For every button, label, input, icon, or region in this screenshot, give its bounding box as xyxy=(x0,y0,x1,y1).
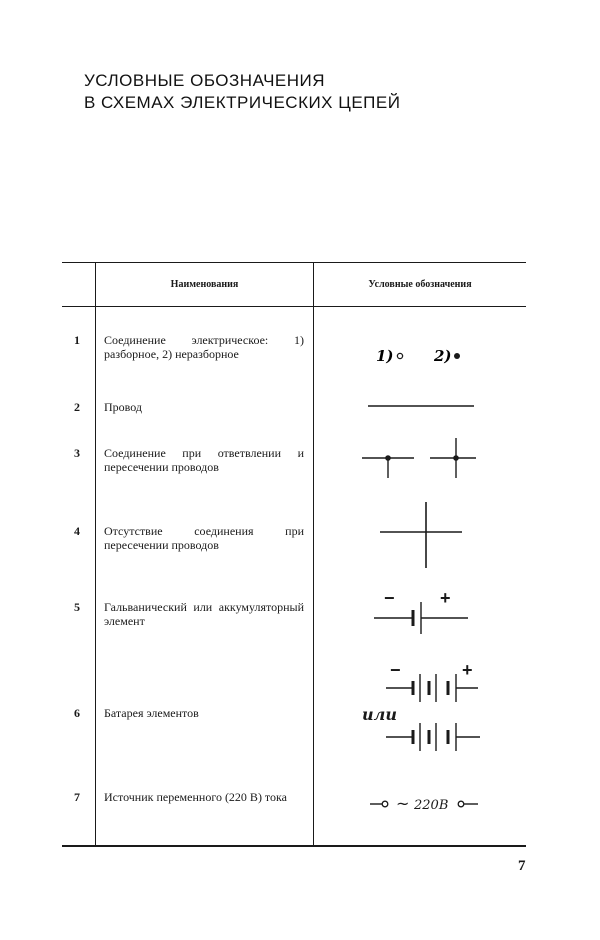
row-name: Батарея элементов xyxy=(104,706,199,720)
page-title-line-2: В СХЕМАХ ЭЛЕКТРИЧЕСКИХ ЦЕПЕЙ xyxy=(84,93,401,112)
symbol-ac-source xyxy=(316,790,526,816)
row-name: Соединение электрическое: 1) разборное, 2) неразборное xyxy=(104,333,304,361)
row-number: 2 xyxy=(74,400,80,414)
cross-node-icon xyxy=(453,455,459,461)
row-name: Соединение при ответвлении и пересечении проводов xyxy=(104,446,304,474)
row-name: Провод xyxy=(104,400,143,414)
terminal-right-icon xyxy=(458,801,464,807)
header-symbol: Условные обозначения xyxy=(368,279,472,290)
symbol-cell xyxy=(316,586,526,634)
page-title xyxy=(84,70,400,114)
symbol-wire xyxy=(316,398,526,414)
header-name: Наименования xyxy=(170,279,239,290)
row-name: Гальванический или аккумуляторный элемент xyxy=(104,600,304,628)
symbol-battery xyxy=(316,660,526,760)
symbol-connection xyxy=(316,341,526,371)
row-name: Источник переменного (220 В) тока xyxy=(104,790,287,804)
connection-symbol-svg xyxy=(316,341,526,371)
table-top-rule xyxy=(62,262,526,263)
minus-label: − xyxy=(384,588,395,608)
symbol-junction xyxy=(316,436,526,484)
row-number: 5 xyxy=(74,600,80,614)
detachable-connection-icon xyxy=(397,353,402,358)
or-label: или xyxy=(362,705,397,724)
table-column-divider-2 xyxy=(313,262,314,845)
terminal-left-icon xyxy=(382,801,388,807)
branch-node-icon xyxy=(385,455,391,461)
label-1: 1) xyxy=(376,347,394,365)
row-number: 3 xyxy=(74,446,80,460)
label-2: 2) xyxy=(434,347,452,365)
fixed-connection-icon xyxy=(454,353,460,359)
plus-label: + xyxy=(440,588,451,608)
table-column-divider-1 xyxy=(95,262,96,845)
table-bottom-rule xyxy=(62,845,526,847)
page-number: 7 xyxy=(518,858,526,874)
voltage-label: 220В xyxy=(414,798,449,813)
symbol-no-connection xyxy=(316,500,526,572)
table-header-rule xyxy=(62,306,526,307)
row-name: Отсутствие соединения при пересечении проводов xyxy=(104,524,304,552)
battery-plus-label: + xyxy=(462,660,473,680)
battery-minus-label: − xyxy=(390,660,401,680)
row-number: 4 xyxy=(74,524,80,538)
row-number: 1 xyxy=(74,333,80,347)
row-number: 6 xyxy=(74,706,80,720)
row-number: 7 xyxy=(74,790,80,804)
page-title-line-1: УСЛОВНЫЕ ОБОЗНАЧЕНИЯ xyxy=(84,71,326,90)
ac-tilde-label: ~ xyxy=(396,794,410,813)
